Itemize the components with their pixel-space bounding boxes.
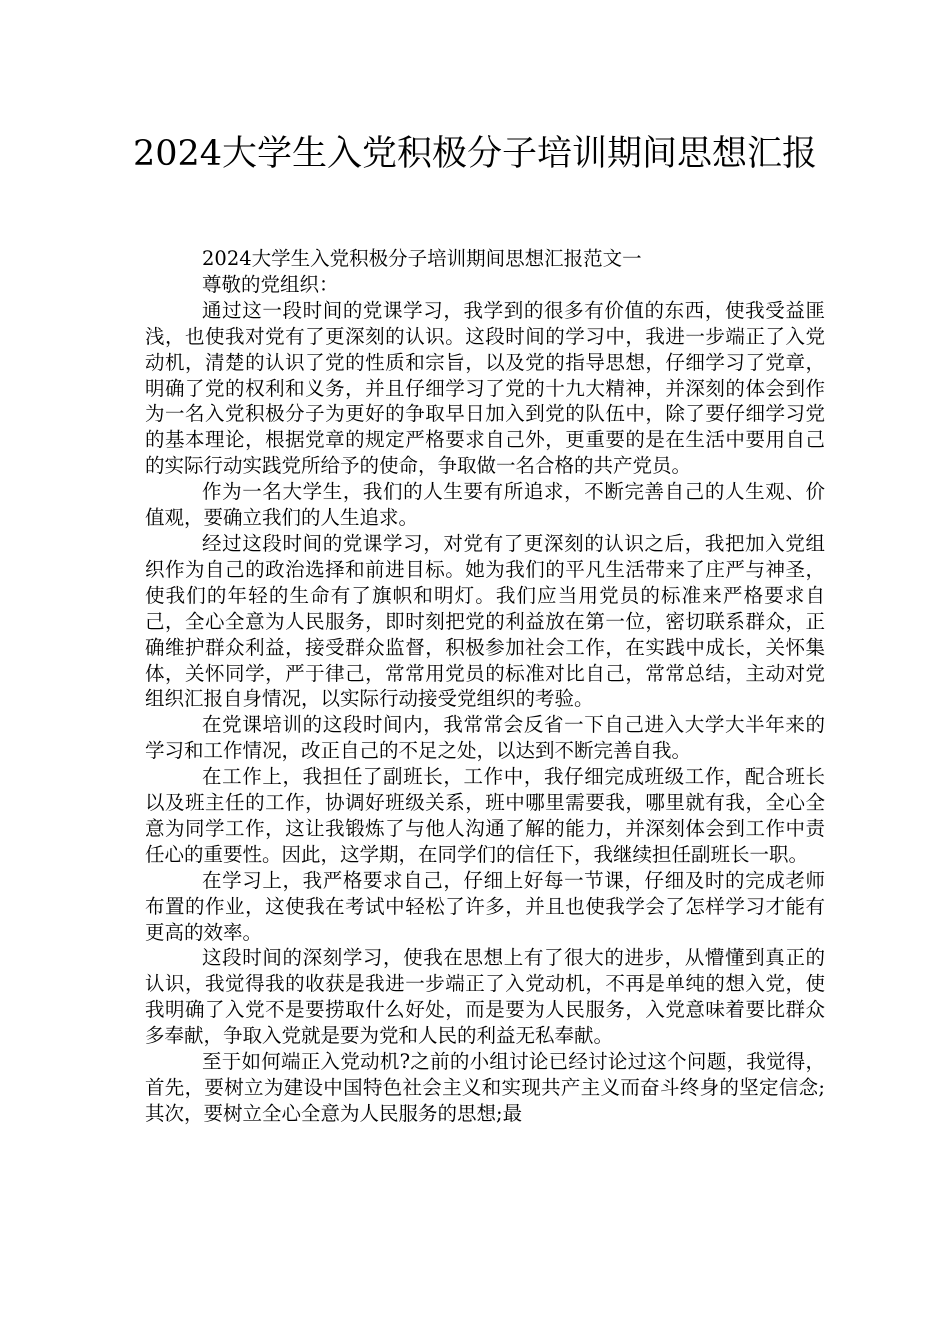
document-subtitle: 2024大学生入党积极分子培训期间思想汇报范文一 — [202, 247, 642, 270]
paragraph: 至于如何端正入党动机?之前的小组讨论已经讨论过这个问题，我觉得，首先，要树立为建设中国特色社会主义和实现共产主义而奋斗终身的坚定信念;其次，要树立全心全意为人民服务的思想;最 — [145, 1050, 825, 1125]
paragraph: 这段时间的深刻学习，使我在思想上有了很大的进步，从懵懂到真正的认识，我觉得我的收获是我进一步端正了入党动机，不再是单纯的想入党，使我明确了入党不是要捞取什么好处，而是要为人民服务，入党意味着要比群众多奉献，争取入党就是要为党和人民的利益无私奉献。 — [145, 946, 825, 1048]
paragraph: 在党课培训的这段时间内，我常常会反省一下自己进入大学大半年来的学习和工作情况，改正自己的不足之处，以达到不断完善自我。 — [145, 713, 825, 763]
paragraph: 经过这段时间的党课学习，对党有了更深刻的认识之后，我把加入党组织作为自己的政治选择和前进目标。她为我们的平凡生活带来了庄严与神圣，使我们的年轻的生命有了旗帜和明灯。我们应当用党员的标准来严格要求自己，全心全意为人民服务，即时刻把党的利益放在第一位，密切联系群众，正确维护群众利益，接受群众监督，积极参加社会工作，在实践中成长，关怀集体，关怀同学，严于律己，常常用党员的标准对比自己，常常总结，主动对党组织汇报自身情况，以实际行动接受党组织的考验。 — [145, 531, 825, 711]
paragraph: 通过这一段时间的党课学习，我学到的很多有价值的东西，使我受益匪浅，也使我对党有了更深刻的认识。这段时间的学习中，我进一步端正了入党动机，清楚的认识了党的性质和宗旨，以及党的指导思想，仔细学习了党章，明确了党的权利和义务，并且仔细学习了党的十九大精神，并深刻的体会到作为一名入党积极分子为更好的争取早日加入到党的队伍中，除了要仔细学习党的基本理论，根据党章的规定严格要求自己外，更重要的是在生活中要用自己的实际行动实践党所给予的使命，争取做一名合格的共产党员。 — [145, 298, 825, 478]
paragraph: 作为一名大学生，我们的人生要有所追求，不断完善自己的人生观、价值观，要确立我们的人生追求。 — [145, 480, 825, 530]
salutation: 尊敬的党组织： — [202, 272, 339, 296]
paragraph: 在工作上，我担任了副班长，工作中，我仔细完成班级工作，配合班长以及班主任的工作，协调好班级关系，班中哪里需要我，哪里就有我，全心全意为同学工作，这让我锻炼了与他人沟通了解的能力，并深刻体会到工作中责任心的重要性。因此，这学期，在同学们的信任下，我继续担任副班长一职。 — [145, 765, 825, 866]
document-body — [145, 246, 825, 1127]
document-title: 2024大学生入党积极分子培训期间思想汇报 — [132, 134, 818, 174]
paragraph: 在学习上，我严格要求自己，仔细上好每一节课，仔细及时的完成老师布置的作业，这使我在考试中轻松了许多，并且也使我学会了怎样学习才能有更高的效率。 — [145, 868, 825, 944]
